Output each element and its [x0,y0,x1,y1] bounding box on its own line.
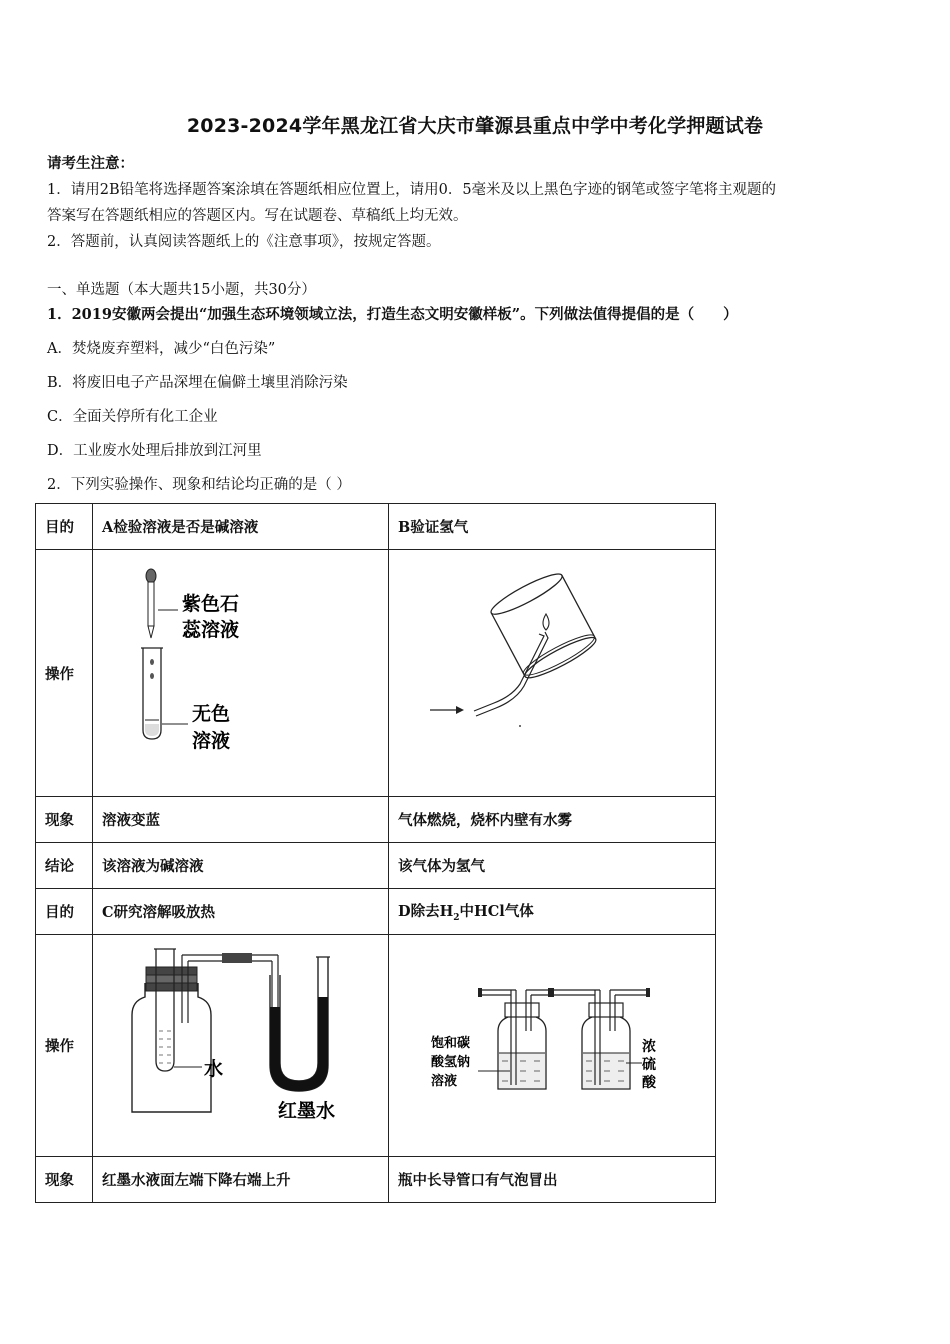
label-h2so4-1: 浓 [642,1039,656,1055]
purpose-d-suffix: 中HCl气体 [459,903,534,921]
cell-phenomenon-d: 瓶中长导管口有气泡冒出 [389,1157,716,1203]
label-h2so4-3: 酸 [642,1075,656,1091]
q1-stem: 1．2019安徽两会提出“加强生态环境领域立法，打造生态文明安徽样板”。下列做法值得提倡的是（ ） [47,306,738,323]
q1-option-c: C．全面关停所有化工企业 [47,409,218,425]
cell-phenomenon-a: 溶液变蓝 [93,797,389,843]
purpose-d-prefix: D除去 [398,903,440,921]
cell-purpose-b: B验证氢气 [389,504,716,550]
cell-conclusion-a: 该溶液为碱溶液 [93,843,389,889]
q1-option-b: B．将废旧电子产品深埋在偏僻土壤里消除污染 [47,375,348,391]
section-heading: 一、单选题（本大题共15小题，共30分） [47,282,316,298]
label-nahco3-1: 饱和碳 [431,1036,471,1051]
cell-purpose-d [389,889,716,935]
diagram-d [398,935,715,1156]
cell-operation-label-2: 操作 [36,935,93,1157]
notice-heading: 请考生注意： [47,155,134,172]
label-purple-litmus-2: 蕊溶液 [182,619,240,641]
label-h2so4-2: 硫 [642,1057,656,1073]
page-title: 2023-2024学年黑龙江省大庆市肇源县重点中学中考化学押题试卷 [186,115,764,137]
diagram-a [102,550,388,796]
q1-option-a: A．焚烧废弃塑料，减少“白色污染” [47,341,276,357]
q1-option-d: D．工业废水处理后排放到江河里 [47,443,262,459]
cell-purpose-a: A检验溶液是否是碱溶液 [93,504,389,550]
cell-purpose-label-2: 目的 [36,889,93,935]
q2-stem: 2．下列实验操作、现象和结论均正确的是（ ） [47,477,351,493]
cell-conclusion-label: 结论 [36,843,93,889]
notice-line-2: 答案写在答题纸相应的答题区内。写在试题卷、草稿纸上均无效。 [47,208,468,224]
label-purple-litmus-1: 紫色石 [182,593,240,615]
cell-operation-label: 操作 [36,550,93,797]
cell-operation-c [93,935,389,1157]
cell-phenomenon-label: 现象 [36,797,93,843]
cell-purpose-label: 目的 [36,504,93,550]
cell-operation-d [389,935,716,1157]
q2-table [35,503,716,1203]
label-nahco3-3: 溶液 [431,1074,458,1089]
notice-line-1: 1．请用2B铅笔将选择题答案涂填在答题纸相应位置上，请用0．5毫米及以上黑色字迹的钢笔或签字笔将主观题的 [47,182,777,198]
purpose-d-h: H [439,903,454,921]
label-colorless-1: 无色 [192,703,231,725]
purpose-d-subscript: 2 [453,912,460,923]
cell-operation-a [93,550,389,797]
label-colorless-2: 溶液 [192,730,231,752]
cell-conclusion-b: 该气体为氢气 [389,843,716,889]
label-water: 水 [204,1058,224,1080]
cell-phenomenon-c: 红墨水液面左端下降右端上升 [93,1157,389,1203]
cell-operation-b [389,550,716,797]
diagram-c [102,935,388,1156]
cell-phenomenon-label-2: 现象 [36,1157,93,1203]
cell-purpose-c: C研究溶解吸放热 [93,889,389,935]
notice-line-3: 2．答题前，认真阅读答题纸上的《注意事项》，按规定答题。 [47,234,441,250]
label-nahco3-2: 酸氢钠 [431,1055,471,1070]
cell-phenomenon-b: 气体燃烧，烧杯内壁有水雾 [389,797,716,843]
diagram-b [398,550,715,796]
label-red-ink: 红墨水 [278,1100,336,1122]
